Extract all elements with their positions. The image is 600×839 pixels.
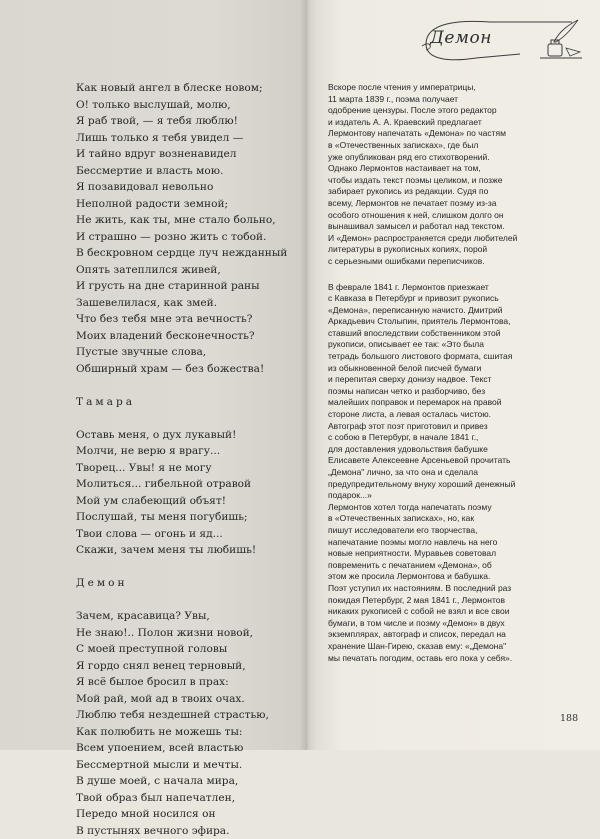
text-line: Всем упоением, всей властью [76, 740, 302, 757]
prose-column [328, 82, 568, 664]
text-line: экземплярах, автограф и список, передал на [328, 629, 568, 641]
prose-paragraph [328, 82, 568, 268]
text-line: Обширный храм — без божества! [76, 361, 302, 378]
text-line: Мой рай, мой ад в твоих очах. [76, 691, 302, 708]
text-line: И страшно — розно жить с тобой. [76, 229, 302, 246]
text-line: Бессмертие и власть мою. [76, 163, 302, 180]
text-line: напечатание поэмы могло навлечь на него [328, 537, 568, 549]
text-line: Елисавете Алексеевне Арсеньевой прочитать [328, 455, 568, 467]
text-line: Не жить, как ты, мне стало больно, [76, 212, 302, 229]
text-line: покидая Петербург, 2 мая 1841 г., Лермонтов [328, 595, 568, 607]
text-line: одобрение цензуры. После этого редактор [328, 105, 568, 117]
text-line: Мой ум слабеющий объят! [76, 493, 302, 510]
text-line: поэмы написан четко и разборчиво, без [328, 386, 568, 398]
text-line: В бескровном сердце луч нежданный [76, 245, 302, 262]
text-line: И грусть на дне старинной раны [76, 278, 302, 295]
book-gutter [300, 0, 316, 750]
text-line: В пустынях вечного эфира. [76, 823, 302, 839]
text-line: „Демона" лично, за что она и сделала [328, 467, 568, 479]
quill-inkwell-icon [548, 20, 580, 56]
text-line: Зачем, красавица? Увы, [76, 608, 302, 625]
text-line: Автограф этот поэт приготовил и привез [328, 421, 568, 433]
text-line: Бессмертной мысли и мечты. [76, 757, 302, 774]
text-line: в «Отечественных записках», но, как [328, 513, 568, 525]
poem-stanza [76, 608, 302, 839]
text-line: Молчи, не верю я врагу... [76, 443, 302, 460]
text-line: Я всё былое бросил в прах: [76, 674, 302, 691]
text-line: Как новый ангел в блеске новом; [76, 80, 302, 97]
text-line: Послушай, ты меня погубишь; [76, 509, 302, 526]
text-line: Я позавидовал невольно [76, 179, 302, 196]
text-line: пишут исследователи его творчества, [328, 525, 568, 537]
text-line: уже опубликован ряд его стихотворений. [328, 152, 568, 164]
text-line: Как полюбить не можешь ты: [76, 724, 302, 741]
text-line: И «Демон» распространяется среди любителей [328, 233, 568, 245]
text-line: предупредительному внуку хороший денежный [328, 479, 568, 491]
text-line: с собою в Петербург, в начале 1841 г., [328, 432, 568, 444]
text-line: Что без тебя мне эта вечность? [76, 311, 302, 328]
text-line: Моих владений бесконечность? [76, 328, 302, 345]
text-line: особого отношения к ней, слишком долго он [328, 210, 568, 222]
text-line: Вскоре после чтения у императрицы, [328, 82, 568, 94]
poem-column [76, 80, 302, 839]
text-line: Твои слова — огонь и яд... [76, 526, 302, 543]
text-line: Аркадьевич Столыпин, приятель Лермонтова, [328, 316, 568, 328]
text-line: Лермонтов хотел тогда напечатать поэму [328, 502, 568, 514]
text-line: бумаги, в том числе и поэму «Демон» в двух [328, 618, 568, 630]
text-line: литературы в рукописных копиях, порой [328, 244, 568, 256]
text-line: чтобы издать текст поэмы целиком, и позже [328, 175, 568, 187]
text-line: Поэт уступил их настояниям. В последний раз [328, 583, 568, 595]
text-line: тетрадь большого листового формата, сшитая [328, 351, 568, 363]
chapter-title: Демон [430, 28, 492, 48]
text-line: В душе моей, с начала мира, [76, 773, 302, 790]
text-line: с серьезными ошибками переписчиков. [328, 256, 568, 268]
text-line: из обыкновенной белой писчей бумаги [328, 363, 568, 375]
text-line: и перепитая сверху донизу надвое. Текст [328, 374, 568, 386]
text-line: мы печатать погодим, оставь его пока у себя». [328, 653, 568, 665]
text-line: для доставления удовольствия бабушке [328, 444, 568, 456]
chapter-header [420, 14, 584, 66]
text-line: рукописи, описывает ее так: «Это была [328, 339, 568, 351]
text-line: «Демона», переписанную начисто. Дмитрий [328, 305, 568, 317]
text-line: Зашевелилася, как змей. [76, 295, 302, 312]
text-line: Лермонтову напечатать «Демона» по частям [328, 128, 568, 140]
poem-stanza [76, 80, 302, 377]
text-line: всему, Лермонтов не печатает поэму из-за [328, 198, 568, 210]
text-line: Творец... Увы! я не могу [76, 460, 302, 477]
text-line: В феврале 1841 г. Лермонтов приезжает [328, 282, 568, 294]
text-line: О! только выслушай, молю, [76, 97, 302, 114]
text-line: Передо мной носился он [76, 806, 302, 823]
text-line: Лишь только я тебя увидел — [76, 130, 302, 147]
text-line: Люблю тебя нездешней страстью, [76, 707, 302, 724]
text-line: в «Отечественных записках», где был [328, 140, 568, 152]
text-line: Скажи, зачем меня ты любишь! [76, 542, 302, 559]
text-line: ставший впоследствии собственником этой [328, 328, 568, 340]
text-line: и издатель А. А. Краевский предлагает [328, 117, 568, 129]
text-line: малейших поправок и перемарок на правой [328, 397, 568, 409]
text-line: повременить с печатанием «Демона», об [328, 560, 568, 572]
poem-stanza [76, 427, 302, 559]
text-line: этом же просила Лермонтова и бабушка. [328, 571, 568, 583]
text-line: Пустые звучные слова, [76, 344, 302, 361]
text-line: Опять затеплился живей, [76, 262, 302, 279]
text-line: Твой образ был напечатлен, [76, 790, 302, 807]
prose-paragraph [328, 282, 568, 665]
text-line: забирает рукопись из редакции. Судя по [328, 186, 568, 198]
text-line: хранение Шан-Гирею, сказав ему: «„Демона" [328, 641, 568, 653]
text-line: Не знаю!.. Полон жизни новой, [76, 625, 302, 642]
text-line: новые неприятности. Муравьев советовал [328, 548, 568, 560]
text-line: Оставь меня, о дух лукавый! [76, 427, 302, 444]
text-line: подарок...» [328, 490, 568, 502]
text-line: 11 марта 1839 г., поэма получает [328, 94, 568, 106]
text-line: вынашивал замысел и работал над текстом. [328, 221, 568, 233]
text-line: никаких рукописей с собой не взял и все свои [328, 606, 568, 618]
text-line: Молиться... гибельной отравой [76, 476, 302, 493]
text-line: Я раб твой, — я тебя люблю! [76, 113, 302, 130]
text-line: Неполной радости земной; [76, 196, 302, 213]
page-number: 188 [560, 713, 578, 724]
text-line: С моей преступной головы [76, 641, 302, 658]
text-line: Я гордо снял венец терновый, [76, 658, 302, 675]
text-line: стороне листа, а левая осталась чистою. [328, 409, 568, 421]
speaker-demon: Демон [76, 575, 302, 592]
text-line: с Кавказа в Петербург и привозит рукопись [328, 293, 568, 305]
text-line: И тайно вдруг возненавидел [76, 146, 302, 163]
text-line: Однако Лермонтов настаивает на том, [328, 163, 568, 175]
speaker-tamara: Тамара [76, 394, 302, 411]
